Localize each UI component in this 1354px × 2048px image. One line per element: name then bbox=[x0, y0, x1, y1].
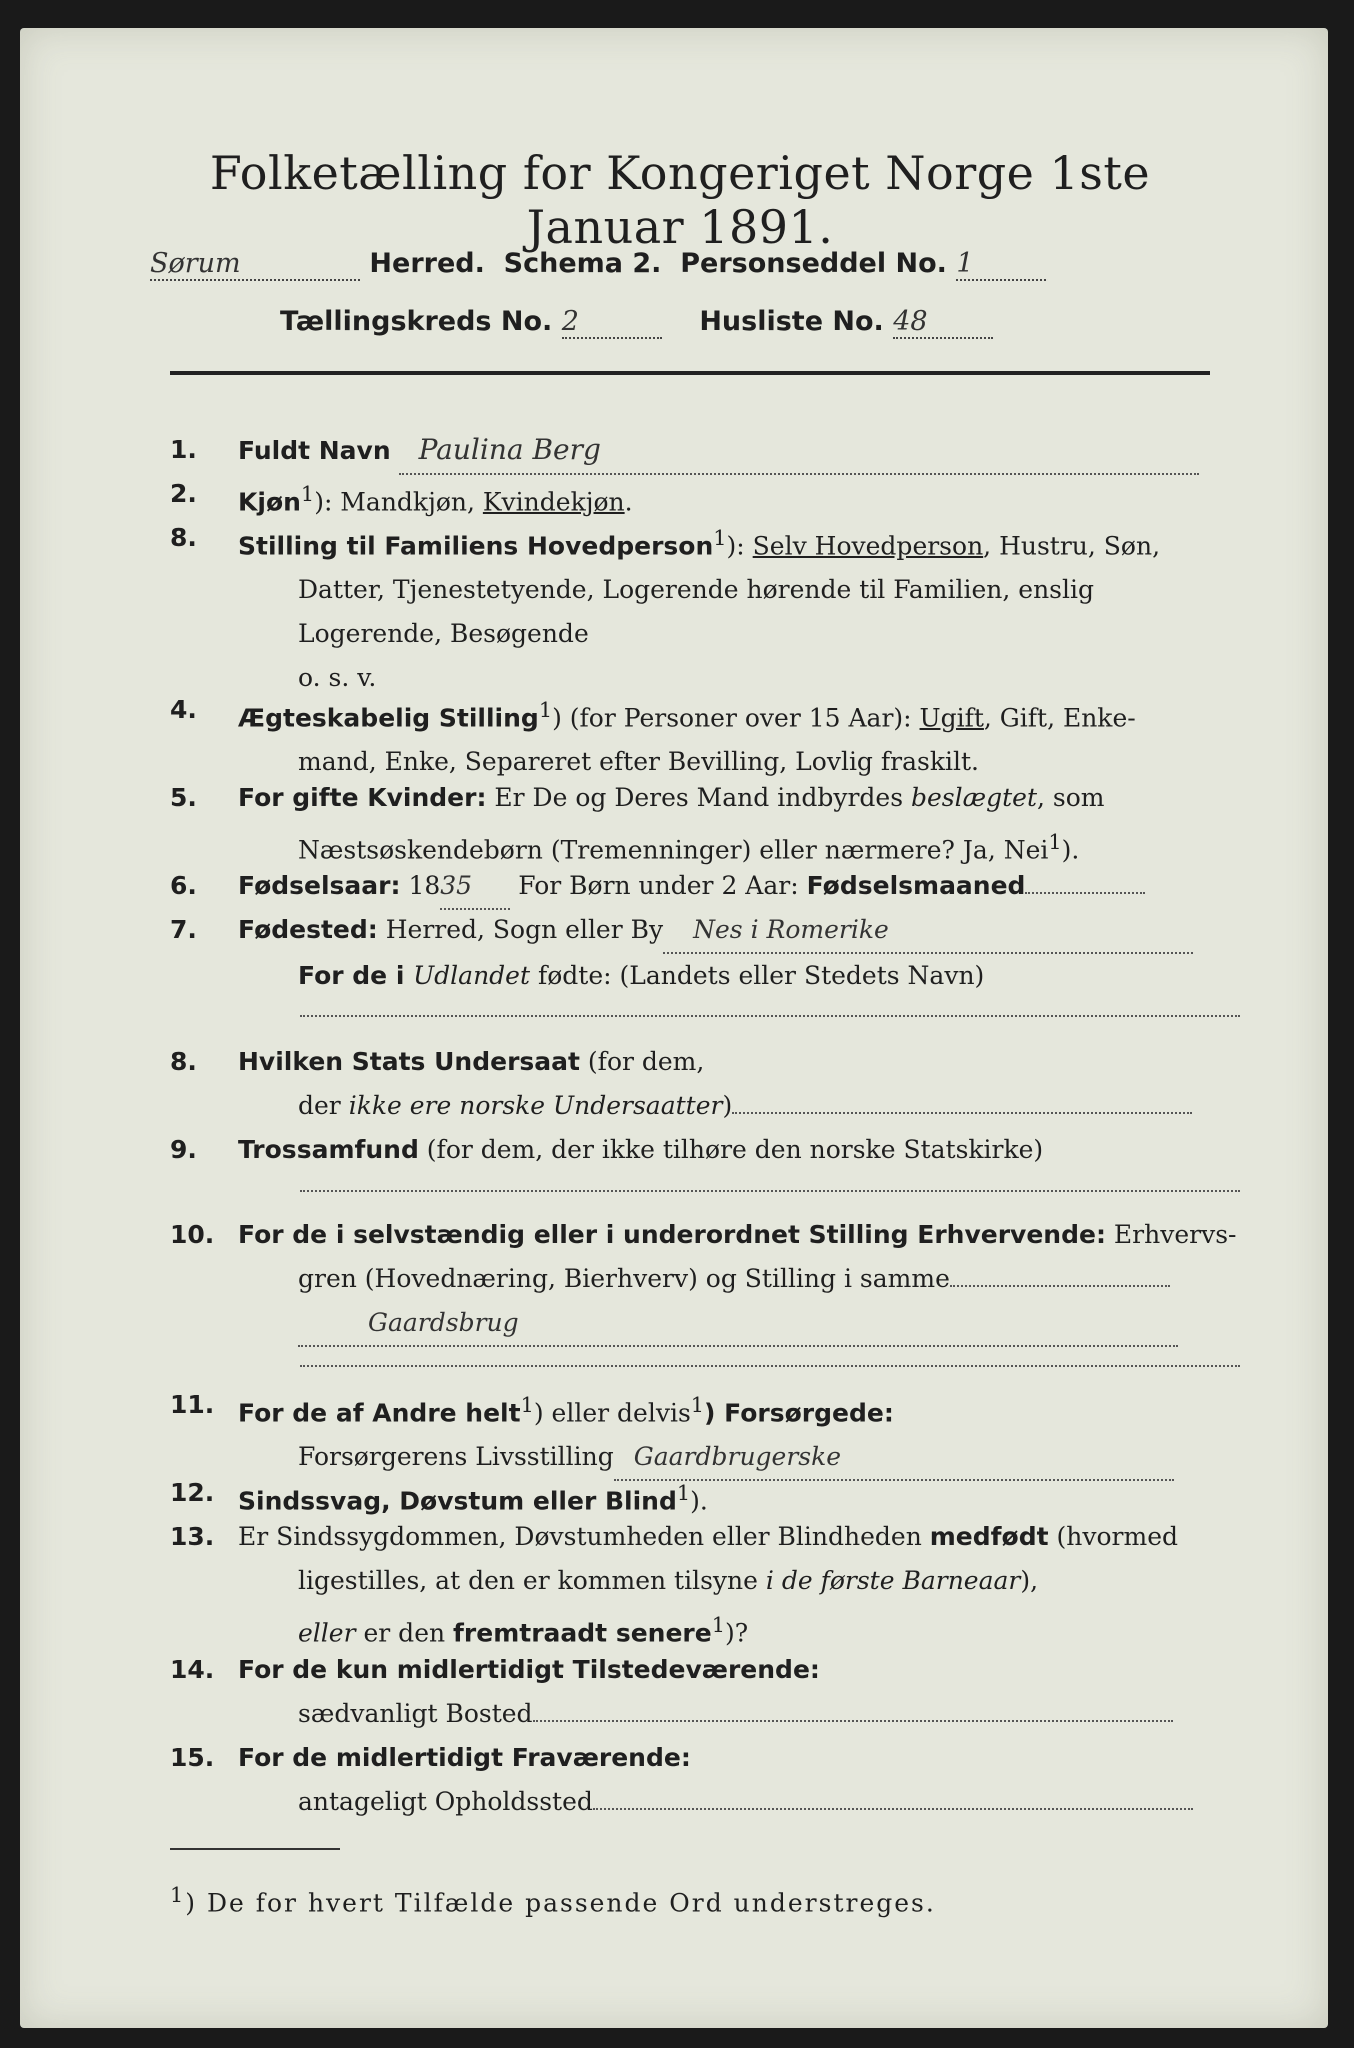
item-6-value: 35 bbox=[440, 864, 510, 910]
item-6-prefix: 18 bbox=[400, 871, 441, 900]
item-2-text-b: . bbox=[624, 487, 633, 517]
item-number: 7. bbox=[170, 915, 197, 944]
item-3-line-1-rest: , Hustru, Søn, bbox=[983, 531, 1161, 561]
item-15-field bbox=[593, 1808, 1193, 1810]
header-rule bbox=[170, 371, 1210, 375]
footnote-ref: 1 bbox=[538, 698, 553, 722]
item-9-label: Trossamfund bbox=[238, 1135, 419, 1164]
item-14-line-1 bbox=[238, 1648, 1238, 1692]
item-14-line-2 bbox=[238, 1692, 1238, 1736]
item-4-label: Ægteskabelig Stilling bbox=[238, 703, 539, 733]
herred-line bbox=[150, 248, 1210, 281]
item-3-line-3: Logerende, Besøgende bbox=[298, 619, 589, 649]
item-number: 13. bbox=[170, 1522, 215, 1551]
item-7-line-1 bbox=[238, 908, 1238, 954]
item-number: 8. bbox=[170, 1047, 197, 1076]
item-7-line-2-bold: For de i bbox=[298, 961, 414, 990]
footnote bbox=[170, 1883, 936, 1917]
item-number: 4. bbox=[170, 695, 197, 724]
item-1-text bbox=[238, 428, 1238, 475]
herred-field bbox=[150, 248, 360, 281]
item-14-line-2-text: sædvanligt Bosted bbox=[298, 1699, 533, 1728]
footnote-ref: 1 bbox=[1048, 830, 1062, 854]
item-number: 11. bbox=[170, 1390, 215, 1419]
item-13-line-2 bbox=[238, 1559, 1238, 1603]
item-number: 15. bbox=[170, 1743, 215, 1772]
item-3-underlined: Selv Hovedperson bbox=[752, 531, 984, 561]
item-number: 6. bbox=[170, 871, 197, 900]
item-13-line-3-a: er den bbox=[355, 1618, 454, 1648]
item-10-value-field bbox=[298, 1301, 1178, 1347]
item-7-blank-line bbox=[300, 1013, 1240, 1017]
item-13-line-1-bold: medfødt bbox=[929, 1522, 1049, 1551]
item-5-text bbox=[238, 776, 1238, 872]
item-3-text bbox=[238, 516, 1238, 700]
personseddel-value: 1 bbox=[956, 248, 974, 279]
item-1-label: Fuldt Navn bbox=[238, 436, 391, 465]
item-13-line-2-b: ), bbox=[1020, 1566, 1039, 1595]
item-10-line-2-text: gren (Hovednæring, Bierhverv) og Stilling i samme bbox=[298, 1264, 950, 1293]
item-7-line-1-a: Herred, Sogn eller By bbox=[377, 915, 664, 944]
husliste-value: 48 bbox=[893, 306, 928, 337]
item-5-line-1-a: Er De og Deres Mand indbyrdes bbox=[486, 783, 911, 812]
item-11-mid: ) eller delvis bbox=[533, 1398, 691, 1428]
item-13-line-3-bold: fremtraadt senere bbox=[453, 1618, 712, 1648]
personseddel-field bbox=[956, 248, 1046, 281]
item-11-line-1 bbox=[238, 1383, 1238, 1435]
item-10-line-2 bbox=[238, 1257, 1238, 1301]
item-7-value: Nes i Romerike bbox=[693, 915, 889, 944]
item-9-line-1-rest: (for dem, der ikke tilhøre den norske Statskirke) bbox=[418, 1135, 1044, 1164]
census-form-paper bbox=[20, 28, 1328, 2028]
item-2-label: Kjøn bbox=[238, 487, 301, 517]
item-10-line-1-rest: Erhvervs- bbox=[1105, 1220, 1237, 1249]
item-7-line-2-italic: Udlandet bbox=[413, 961, 531, 990]
item-6-field bbox=[1025, 892, 1145, 894]
item-11-value: Gaardbrugerske bbox=[633, 1442, 842, 1472]
item-14-field bbox=[533, 1720, 1173, 1722]
item-10-line-1 bbox=[238, 1213, 1238, 1257]
footnote-ref: 1 bbox=[713, 526, 727, 550]
kreds-line bbox=[280, 306, 1340, 339]
item-10-line-3 bbox=[238, 1301, 1238, 1347]
item-10-value: Gaardsbrug bbox=[368, 1308, 519, 1337]
item-12-end: ). bbox=[690, 1486, 708, 1516]
item-5-line-2-text: Næstsøskendebørn (Tremenninger) eller nærmere? Ja, Nei bbox=[298, 835, 1049, 865]
item-7-line-2 bbox=[238, 954, 1238, 998]
kreds-value: 2 bbox=[561, 306, 579, 337]
item-13-line-3-end: )? bbox=[724, 1618, 749, 1648]
item-3-sep: ): bbox=[726, 531, 753, 561]
footnote-rule bbox=[170, 1848, 340, 1850]
item-13-line-3-italic: eller bbox=[298, 1618, 356, 1648]
item-1-value: Paulina Berg bbox=[418, 433, 601, 466]
item-7-text bbox=[238, 908, 1238, 998]
footnote-ref: 1 bbox=[711, 1613, 725, 1637]
item-11-line-2-text: Forsørgerens Livsstilling bbox=[298, 1442, 614, 1472]
item-13-line-2-italic: i de første Barneaar bbox=[765, 1566, 1021, 1595]
item-8-field bbox=[732, 1112, 1192, 1114]
item-5-italic: beslægtet bbox=[911, 783, 1038, 812]
form-content bbox=[150, 28, 1237, 2028]
item-number: 1. bbox=[170, 435, 197, 464]
item-14-label: For de kun midlertidigt Tilstedeværende: bbox=[238, 1655, 820, 1684]
item-13-text bbox=[238, 1515, 1238, 1655]
item-14-text bbox=[238, 1648, 1238, 1736]
footnote-ref: 1 bbox=[520, 1393, 534, 1417]
item-8-text bbox=[238, 1040, 1238, 1128]
item-3-line-2: Datter, Tjenestetyende, Logerende hørende til Familien, enslig bbox=[298, 575, 1095, 605]
item-15-text bbox=[238, 1736, 1238, 1824]
item-15-line-1 bbox=[238, 1736, 1238, 1780]
herred-label: Herred. bbox=[369, 248, 485, 279]
schema-label: Schema 2. bbox=[503, 248, 662, 279]
item-10-blank-line bbox=[300, 1363, 1240, 1367]
item-15-label: For de midlertidigt Fraværende: bbox=[238, 1743, 691, 1772]
item-11-text bbox=[238, 1383, 1238, 1481]
item-13-line-1 bbox=[238, 1515, 1238, 1559]
item-1-field bbox=[399, 428, 1199, 475]
item-9-blank-line bbox=[300, 1188, 1240, 1192]
husliste-field bbox=[893, 306, 993, 339]
item-number: 9. bbox=[170, 1135, 197, 1164]
item-7-label: Fødested: bbox=[238, 915, 378, 944]
item-8-label: Hvilken Stats Undersaat bbox=[238, 1047, 580, 1076]
personseddel-label: Personseddel No. bbox=[680, 248, 947, 279]
item-8-line-1 bbox=[238, 1040, 1238, 1084]
item-4-text bbox=[238, 688, 1238, 784]
item-6-label: Fødselsaar: bbox=[238, 871, 401, 900]
item-11-label: For de af Andre helt bbox=[238, 1398, 521, 1428]
item-9-text bbox=[238, 1128, 1238, 1172]
item-number: 10. bbox=[170, 1220, 215, 1249]
item-4-line-2: mand, Enke, Separeret efter Bevilling, Lovlig fraskilt. bbox=[298, 747, 979, 777]
kreds-label: Tællingskreds No. bbox=[280, 306, 553, 337]
item-number: 12. bbox=[170, 1478, 215, 1507]
item-4-line-1-b: , Gift, Enke- bbox=[983, 703, 1136, 733]
item-number: 8. bbox=[170, 523, 197, 552]
item-12-label: Sindssvag, Døvstum eller Blind bbox=[238, 1486, 677, 1516]
item-8-line-2-italic: ikke ere norske Undersaatter bbox=[348, 1091, 723, 1120]
footnote-ref: 1 bbox=[300, 482, 315, 506]
item-7-line-2-rest: fødte: (Landets eller Stedets Navn) bbox=[530, 961, 985, 990]
footnote-ref: 1 bbox=[690, 1393, 705, 1417]
item-number: 14. bbox=[170, 1655, 215, 1684]
item-2-text-a: ): Mandkjøn, bbox=[314, 487, 483, 517]
form-title: Folketælling for Kongeriget Norge 1ste Januar 1891. bbox=[209, 146, 1151, 254]
item-number: 2. bbox=[170, 479, 197, 508]
item-6-rest-bold: Fødselsmaaned bbox=[806, 871, 1026, 900]
item-2-underlined: Kvindekjøn bbox=[482, 487, 625, 517]
item-10-field bbox=[950, 1285, 1170, 1287]
item-4-line-1 bbox=[238, 688, 1238, 740]
item-15-line-2 bbox=[238, 1780, 1238, 1824]
item-7-field bbox=[663, 908, 1193, 954]
item-13-line-1-b: (hvormed bbox=[1048, 1522, 1178, 1551]
item-8-line-1-rest: (for dem, bbox=[579, 1047, 705, 1076]
item-10-text bbox=[238, 1213, 1238, 1347]
item-15-line-2-text: antageligt Opholdssted bbox=[298, 1787, 593, 1816]
item-6-rest: For Børn under 2 Aar: bbox=[510, 871, 807, 900]
item-13-line-2-a: ligestilles, at den er kommen tilsyne bbox=[298, 1566, 766, 1595]
item-6-text bbox=[238, 864, 1238, 910]
item-8-line-2-b: ) bbox=[722, 1091, 733, 1120]
husliste-label: Husliste No. bbox=[699, 306, 884, 337]
item-5-line-2-end: ). bbox=[1061, 835, 1080, 865]
item-13-line-1-a: Er Sindssygdommen, Døvstumheden eller Blindheden bbox=[238, 1522, 930, 1551]
kreds-field bbox=[562, 306, 662, 339]
item-4-underlined: Ugift bbox=[919, 703, 984, 733]
item-number: 5. bbox=[170, 783, 197, 812]
item-8-line-2 bbox=[238, 1084, 1238, 1128]
footnote-text: ) De for hvert Tilfælde passende Ord understreges. bbox=[185, 1888, 936, 1918]
footnote-marker: 1 bbox=[170, 1883, 186, 1907]
item-8-line-2-a: der bbox=[298, 1091, 349, 1120]
herred-value: Sørum bbox=[150, 248, 241, 279]
item-5-label: For gifte Kvinder: bbox=[238, 783, 487, 812]
item-3-label: Stilling til Familiens Hovedperson bbox=[238, 531, 714, 561]
item-3-line-4: o. s. v. bbox=[298, 663, 377, 693]
item-3-line-1 bbox=[238, 516, 1238, 568]
item-11-end: ) Forsørgede: bbox=[704, 1398, 894, 1428]
item-5-line-1 bbox=[238, 776, 1238, 820]
footnote-ref: 1 bbox=[676, 1481, 691, 1505]
item-4-line-1-a: ) (for Personer over 15 Aar): bbox=[552, 703, 920, 733]
item-5-line-1-b: , som bbox=[1037, 783, 1105, 812]
item-10-label: For de i selvstændig eller i underordnet Stilling Erhvervende: bbox=[238, 1220, 1106, 1249]
